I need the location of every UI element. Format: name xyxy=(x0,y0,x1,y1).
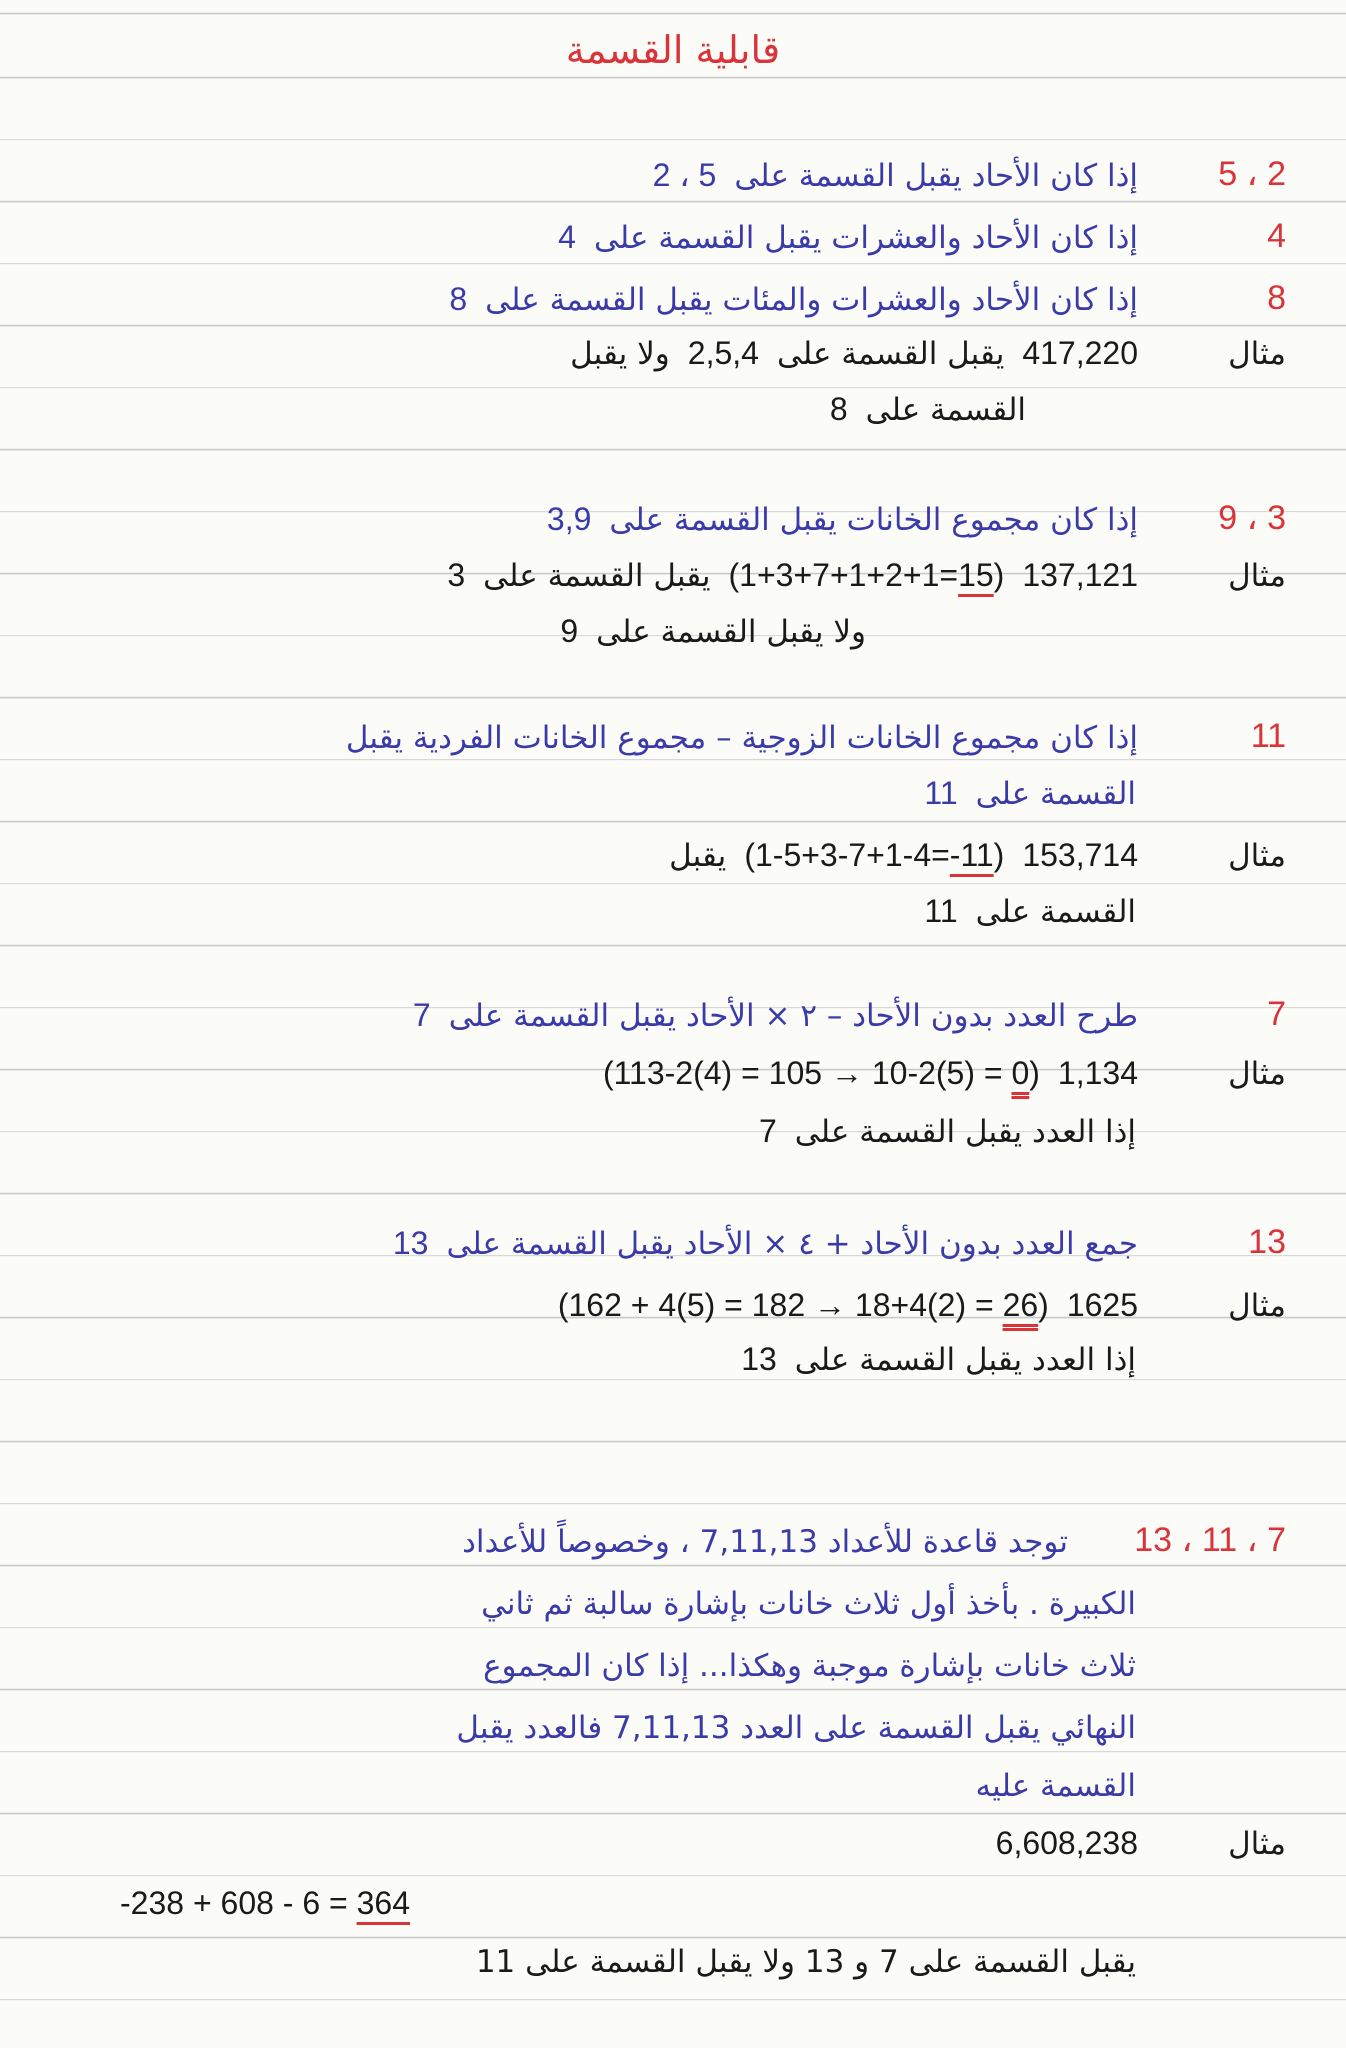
example-text: يقبل القسمة على xyxy=(776,336,1005,372)
rule-number: 8 xyxy=(1267,279,1286,317)
rule-tail: 4 xyxy=(558,219,576,255)
rule-line1: توجد قاعدة للأعداد 7,11,13 ، وخصوصاً للأعداد xyxy=(462,1524,1068,1560)
example-13-line2 xyxy=(20,1322,1286,1378)
example-line3: يقبل القسمة على 7 و 13 ولا يقبل القسمة على 11 xyxy=(475,1944,1136,1980)
rule-tail: 13 xyxy=(392,1225,429,1261)
rule-7-11-13 xyxy=(20,1504,1286,1560)
rule-11-line2 xyxy=(20,756,1286,812)
example-line2: إذا العدد يقبل القسمة على xyxy=(794,1114,1136,1150)
rule-number: 7 ، 11 ، 13 xyxy=(1134,1521,1286,1559)
rule-4 xyxy=(20,200,1286,256)
rule-number: 4 xyxy=(1267,217,1286,255)
rule-7-11-13-line2 xyxy=(20,1566,1286,1622)
example-11 xyxy=(20,818,1286,874)
rule-number: 11 xyxy=(1250,717,1286,755)
page-title: قابلية القسمة xyxy=(565,28,781,72)
example-tail: 3 xyxy=(447,557,466,593)
rule-text: طرح العدد بدون الأحاد – ٢ × الأحاد يقبل القسمة على xyxy=(448,998,1138,1034)
example-line2: القسمة على xyxy=(975,894,1136,930)
rule-line2: الكبيرة . بأخذ أول ثلاث خانات بإشارة سالبة ثم ثاني xyxy=(481,1586,1136,1622)
example-line2: القسمة على xyxy=(865,392,1026,428)
rule-line2: القسمة على xyxy=(975,776,1136,812)
example-7-11-13-calc xyxy=(20,1866,1286,1922)
rule-tail: 3,9 xyxy=(546,501,592,537)
example-label: مثال xyxy=(1228,336,1286,372)
rule-text: جمع العدد بدون الأحاد + ٤ × الأحاد يقبل القسمة على xyxy=(446,1226,1138,1262)
example-tail: 13 xyxy=(741,1341,777,1377)
rule-11 xyxy=(20,700,1286,756)
example-7-11-13 xyxy=(20,1806,1286,1862)
example-11-line2 xyxy=(20,874,1286,930)
example-divisors: 2,5,4 xyxy=(687,335,759,371)
rule-7-11-13-line5 xyxy=(20,1748,1286,1804)
example-7-11-13-line3 xyxy=(20,1924,1286,1980)
rule-2-5 xyxy=(20,138,1286,194)
example-2-5-4 xyxy=(20,316,1286,372)
example-text: يقبل xyxy=(669,838,727,874)
rule-text: إذا كان الأحاد والعشرات يقبل القسمة على xyxy=(593,220,1138,256)
example-text: يقبل القسمة على xyxy=(483,558,711,594)
rule-7-11-13-line4 xyxy=(20,1690,1286,1746)
example-line2: ولا يقبل القسمة على xyxy=(596,614,866,650)
example-number: 137,121 xyxy=(1022,557,1138,593)
example-tail2: 9 xyxy=(560,613,579,649)
rule-tail: 7 xyxy=(412,997,431,1033)
example-number: 1625 xyxy=(1066,1287,1138,1323)
example-label: مثال xyxy=(1228,1826,1286,1862)
rule-number: 3 ، 9 xyxy=(1218,499,1286,537)
rule-text: إذا كان الأحاد يقبل القسمة على xyxy=(734,158,1138,194)
rule-8 xyxy=(20,262,1286,318)
example-continuation: ولا يقبل xyxy=(570,336,670,372)
example-label: مثال xyxy=(1228,558,1286,594)
rule-text: إذا كان مجموع الخانات الزوجية – مجموع الخانات الفردية يقبل xyxy=(345,720,1138,756)
example-tail: 11 xyxy=(924,893,958,929)
example-label: مثال xyxy=(1228,1056,1286,1092)
rule-line4: النهائي يقبل القسمة على العدد 7,11,13 فالعدد يقبل xyxy=(456,1710,1136,1746)
example-number: 417,220 xyxy=(1022,335,1138,371)
example-calc: (1-5+3-7+1-4=-11) xyxy=(744,837,1005,873)
rule-number: 7 xyxy=(1267,995,1286,1033)
rule-line5: القسمة عليه xyxy=(975,1768,1136,1804)
example-label: مثال xyxy=(1228,838,1286,874)
example-line2: إذا العدد يقبل القسمة على xyxy=(794,1342,1136,1378)
example-2-5-4-line2 xyxy=(20,372,1286,428)
example-number: 153,714 xyxy=(1022,837,1138,873)
example-number: 6,608,238 xyxy=(995,1825,1138,1861)
example-calc: -238 + 608 - 6 = 364 xyxy=(120,1885,410,1921)
example-number: 1,134 xyxy=(1057,1055,1138,1091)
rule-3-9 xyxy=(20,482,1286,538)
rule-tail: 8 xyxy=(449,281,468,317)
example-calc: (1+3+7+1+2+1=15) xyxy=(728,557,1005,593)
example-7 xyxy=(20,1036,1286,1092)
rule-number: 13 xyxy=(1248,1223,1286,1261)
example-calc: (162 + 4(5) = 182 → 18+4(2) = 26) xyxy=(557,1287,1049,1323)
rule-text: إذا كان الأحاد والعشرات والمئات يقبل القسمة على xyxy=(485,282,1138,318)
example-calc: (113-2(4) = 105 → 10-2(5) = 0) xyxy=(602,1055,1040,1091)
example-3-9-line2 xyxy=(20,594,1286,650)
rule-line3: ثلاث خانات بإشارة موجبة وهكذا... إذا كان المجموع xyxy=(483,1648,1136,1684)
rule-text: إذا كان مجموع الخانات يقبل القسمة على xyxy=(609,502,1138,538)
rule-13 xyxy=(20,1206,1286,1262)
rule-7-11-13-line3 xyxy=(20,1628,1286,1684)
example-3-9 xyxy=(20,538,1286,594)
rule-7 xyxy=(20,978,1286,1034)
rule-tail: 11 xyxy=(924,775,958,811)
example-13 xyxy=(20,1268,1286,1324)
rule-tail: 2 ، 5 xyxy=(652,157,717,193)
example-7-line2 xyxy=(20,1094,1286,1150)
example-label: مثال xyxy=(1228,1288,1286,1324)
rule-number: 2 ، 5 xyxy=(1218,155,1286,193)
example-tail: 7 xyxy=(758,1113,777,1149)
example-tail: 8 xyxy=(829,391,848,427)
